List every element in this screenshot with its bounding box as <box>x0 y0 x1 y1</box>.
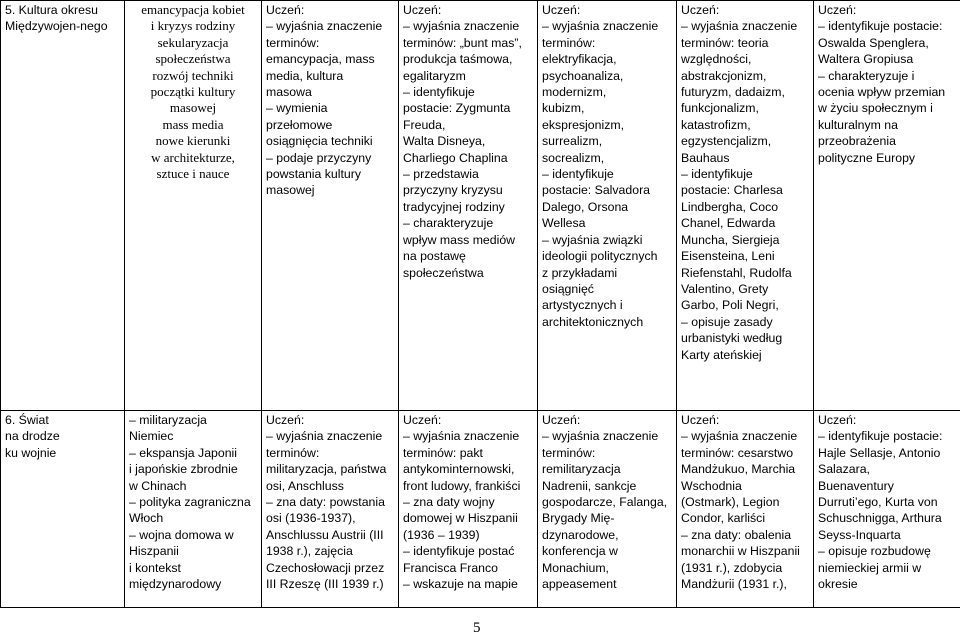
cell-line: Uczeń: <box>542 413 581 427</box>
level4-cell <box>677 411 814 608</box>
cell-line: społeczeństwa <box>155 51 231 67</box>
topic-cell <box>1 411 125 608</box>
cell-line: Mandżukuo, Marchia <box>681 462 796 477</box>
cell-line: Walta Disneya, <box>403 134 486 149</box>
cell-line: antykominternowski, <box>403 462 515 477</box>
cell-line: architektonicznych <box>542 314 644 329</box>
cell-line: Hiszpanii <box>129 544 179 559</box>
level3-cell <box>538 1 677 411</box>
cell-line: Oswalda Spenglera, <box>818 35 929 50</box>
cell-line: abstrakcjonizm, <box>681 68 767 83</box>
cell-line: Uczeń: <box>818 3 857 17</box>
cell-line: kubizm, <box>542 101 585 116</box>
cell-line: – zna daty wojny <box>403 495 495 510</box>
cell-line: sekularyzacja <box>157 34 229 50</box>
table-row <box>1 1 960 411</box>
level1-cell <box>262 1 399 411</box>
cell-line: emancypacja, mass <box>266 52 375 67</box>
cell-line: (1936 – 1939) <box>403 527 480 542</box>
cell-line: Seyss-Inquarta <box>818 527 901 542</box>
cell-line: Uczeń: <box>681 413 720 427</box>
cell-line: dzynarodowe, <box>542 527 619 542</box>
cell-line: gospodarcze, Falanga, <box>542 495 668 510</box>
cell-line: elektryfikacja, <box>542 52 617 67</box>
cell-line: – ekspansja Japonii <box>129 445 238 460</box>
cell-line: 6. Świat <box>5 413 49 427</box>
cell-line: Waltera Gropiusa <box>818 52 914 67</box>
cell-line: modernizm, <box>542 85 607 100</box>
cell-line: domowej w Hiszpanii <box>403 511 518 526</box>
cell-line: Uczeń: <box>403 3 442 17</box>
cell-line: Anschlussu Austrii (III <box>266 527 384 542</box>
cell-line: Muncha, Siergieja <box>681 232 780 247</box>
cell-line: – wymienia <box>266 101 328 116</box>
cell-line: – wskazuje na mapie <box>403 577 518 592</box>
cell-line: 1938 r.), zajęcia <box>266 544 353 559</box>
cell-line: Salazara, <box>818 462 870 477</box>
cell-line: Bauhaus <box>681 150 730 165</box>
cell-line: Karty ateńskiej <box>681 347 762 362</box>
cell-line: Charliego Chaplina <box>403 150 508 165</box>
cell-line: funkcjonalizm, <box>681 101 759 116</box>
cell-line: appeasement <box>542 577 617 592</box>
cell-line: futuryzm, dadaizm, <box>681 85 785 100</box>
cell-line: terminów: pakt <box>403 445 483 460</box>
cell-line: Czechosłowacji przez <box>266 560 385 575</box>
cell-line: Garbo, Poli Negri, <box>681 298 779 313</box>
cell-line: i kontekst <box>129 560 181 575</box>
content-cell <box>125 411 262 608</box>
cell-line: masowa <box>266 85 312 100</box>
cell-line: Uczeń: <box>542 3 581 17</box>
cell-line: surrealizm, <box>542 134 603 149</box>
cell-line: – identyfikuje <box>681 167 753 182</box>
cell-line: Monachium, <box>542 560 609 575</box>
cell-line: przeobrażenia <box>818 134 896 149</box>
level3-cell <box>538 411 677 608</box>
cell-line: remilitaryzacja <box>542 462 621 477</box>
cell-line: psychoanaliza, <box>542 68 624 83</box>
cell-line: Mandżurii (1931 r.), <box>681 577 787 592</box>
cell-line: masowej <box>169 100 217 116</box>
cell-line: konferencja w <box>542 544 618 559</box>
cell-line: Riefenstahl, Rudolfa <box>681 265 792 280</box>
cell-line: Eisensteina, Leni <box>681 249 775 264</box>
cell-line: Uczeń: <box>681 3 720 17</box>
cell-line: – wyjaśnia znaczenie <box>266 19 383 34</box>
cell-line: Buenaventury <box>818 478 894 493</box>
cell-line: na postawę <box>403 249 466 264</box>
cell-line: – wojna domowa w <box>129 527 234 542</box>
cell-line: front ludowy, frankiści <box>403 478 521 493</box>
cell-line: – wyjaśnia znaczenie <box>266 429 383 444</box>
cell-line: – zna daty: powstania <box>266 495 385 510</box>
cell-line: militaryzacja, państwa <box>266 462 387 477</box>
cell-line: – wyjaśnia związki <box>542 232 643 247</box>
cell-line: ku wojnie <box>5 445 57 460</box>
cell-line: Freuda, <box>403 117 446 132</box>
cell-line: terminów: teoria <box>681 35 769 50</box>
cell-line: okresie <box>818 577 858 592</box>
cell-line: Brygady Mię- <box>542 511 615 526</box>
cell-line: ideologii politycznych <box>542 249 658 264</box>
cell-line: niemieckiej armii w <box>818 560 922 575</box>
cell-line: Condor, karliści <box>681 511 766 526</box>
cell-line: przełomowe <box>266 117 333 132</box>
cell-line: – opisuje zasady <box>681 314 773 329</box>
cell-line: katastrofizm, <box>681 117 751 132</box>
cell-line: na drodze <box>5 429 60 444</box>
cell-line: ocenia wpływ przemian <box>818 85 946 100</box>
cell-line: emancypacja kobiet <box>141 2 245 17</box>
cell-line: – wyjaśnia znaczenie <box>403 429 520 444</box>
cell-line: i japońskie zbrodnie <box>129 462 238 477</box>
topic-cell <box>1 1 125 411</box>
cell-line: Uczeń: <box>818 413 857 427</box>
cell-line: postacie: Charlesa <box>681 183 783 198</box>
cell-line: terminów: <box>542 445 596 460</box>
cell-line: masowej <box>266 183 315 198</box>
level2-cell <box>399 1 538 411</box>
cell-line: przyczyny kryzysu <box>403 183 503 198</box>
cell-line: społeczeństwa <box>403 265 484 280</box>
level4-cell <box>677 1 814 411</box>
table-row <box>1 411 960 608</box>
cell-line: mass media <box>162 116 224 132</box>
cell-line: terminów: cesarstwo <box>681 445 794 460</box>
cell-line: Uczeń: <box>266 3 305 17</box>
cell-line: osiągnięć <box>542 281 594 296</box>
cell-line: (Ostmark), Legion <box>681 495 780 510</box>
cell-line: Chanel, Edwarda <box>681 216 776 231</box>
cell-line: egzystencjalizm, <box>681 134 772 149</box>
cell-line: terminów: <box>266 35 320 50</box>
cell-line: – identyfikuje <box>542 167 614 182</box>
cell-line: Niemiec <box>129 429 174 444</box>
cell-line: – militaryzacja <box>129 413 207 427</box>
cell-line: tradycyjnej rodziny <box>403 199 505 214</box>
cell-line: media, kultura <box>266 68 344 83</box>
cell-line: – wyjaśnia znaczenie <box>681 429 798 444</box>
cell-line: Hajle Sellasje, Antonio <box>818 445 941 460</box>
cell-line: – wyjaśnia znaczenie <box>542 429 659 444</box>
cell-line: – podaje przyczyny <box>266 150 372 165</box>
cell-line: z przykładami <box>542 265 618 280</box>
cell-line: i kryzys rodziny <box>150 18 236 34</box>
cell-line: – opisuje rozbudowę <box>818 544 931 559</box>
cell-line: Uczeń: <box>266 413 305 427</box>
cell-line: Nadrenii, sankcje <box>542 478 637 493</box>
cell-line: osi (1936-1937), <box>266 511 356 526</box>
cell-line: względności, <box>681 52 752 67</box>
cell-line: rozwój techniki <box>152 67 234 83</box>
cell-line: – identyfikuje postacie: <box>818 19 943 34</box>
cell-line: ekspresjonizm, <box>542 117 625 132</box>
cell-line: egalitaryzm <box>403 68 466 83</box>
cell-line: Schuschnigga, Arthura <box>818 511 942 526</box>
cell-line: międzynarodowy <box>129 577 222 592</box>
cell-line: kulturalnym na <box>818 117 898 132</box>
cell-line: – przedstawia <box>403 167 479 182</box>
level1-cell <box>262 411 399 608</box>
page-number: 5 <box>473 620 481 636</box>
cell-line: postacie: Salvadora <box>542 183 651 198</box>
cell-line: w Chinach <box>129 478 187 493</box>
cell-line: 5. Kultura okresu <box>5 3 98 17</box>
cell-line: w życiu społecznym i <box>818 101 933 116</box>
cell-line: – wyjaśnia znaczenie <box>542 19 659 34</box>
cell-line: – wyjaśnia znaczenie <box>403 19 520 34</box>
cell-line: osi, Anschluss <box>266 478 344 493</box>
cell-line: artystycznych i <box>542 298 623 313</box>
cell-line: – identyfikuje postać <box>403 544 515 559</box>
cell-line: – zna daty: obalenia <box>681 527 792 542</box>
cell-line: – charakteryzuje <box>403 216 494 231</box>
cell-line: socrealizm, <box>542 150 605 165</box>
cell-line: Francisca Franco <box>403 560 498 575</box>
cell-line: osiągnięcia techniki <box>266 134 373 149</box>
cell-line: III Rzeszę (III 1939 r.) <box>266 577 384 592</box>
cell-line: – charakteryzuje i <box>818 68 915 83</box>
cell-line: terminów: <box>542 35 596 50</box>
content-cell <box>125 1 262 411</box>
cell-line: Uczeń: <box>403 413 442 427</box>
cell-line: terminów: „bunt mas”, <box>403 35 522 50</box>
cell-line: polityczne Europy <box>818 150 916 165</box>
cell-line: powstania kultury <box>266 167 362 182</box>
cell-line: terminów: <box>266 445 320 460</box>
cell-line: urbanistyki według <box>681 331 783 346</box>
cell-line: w architekturze, <box>151 149 235 165</box>
cell-line: – identyfikuje <box>403 85 475 100</box>
cell-line: Lindbergha, Coco <box>681 199 779 214</box>
cell-line: monarchii w Hiszpanii <box>681 544 800 559</box>
cell-line: – wyjaśnia znaczenie <box>681 19 798 34</box>
cell-line: nowe kierunki <box>155 133 231 149</box>
cell-line: wpływ mass mediów <box>403 232 516 247</box>
cell-line: – polityka zagraniczna <box>129 495 251 510</box>
cell-line: produkcja taśmowa, <box>403 52 513 67</box>
cell-line: Międzywojen-nego <box>5 19 108 34</box>
cell-line: Włoch <box>129 511 164 526</box>
cell-line: Wellesa <box>542 216 586 231</box>
cell-line: (1931 r.), zdobycia <box>681 560 783 575</box>
cell-line: – identyfikuje postacie: <box>818 429 943 444</box>
cell-line: początki kultury <box>150 84 236 100</box>
cell-line: Durruti’ego, Kurta von <box>818 495 938 510</box>
cell-line: Dalego, Orsona <box>542 199 629 214</box>
cell-line: postacie: Zygmunta <box>403 101 511 116</box>
level5-cell <box>814 1 960 411</box>
cell-line: Wschodnia <box>681 478 742 493</box>
level5-cell <box>814 411 960 608</box>
level2-cell <box>399 411 538 608</box>
cell-line: Valentino, Grety <box>681 281 769 296</box>
cell-line: sztuce i nauce <box>156 166 230 182</box>
